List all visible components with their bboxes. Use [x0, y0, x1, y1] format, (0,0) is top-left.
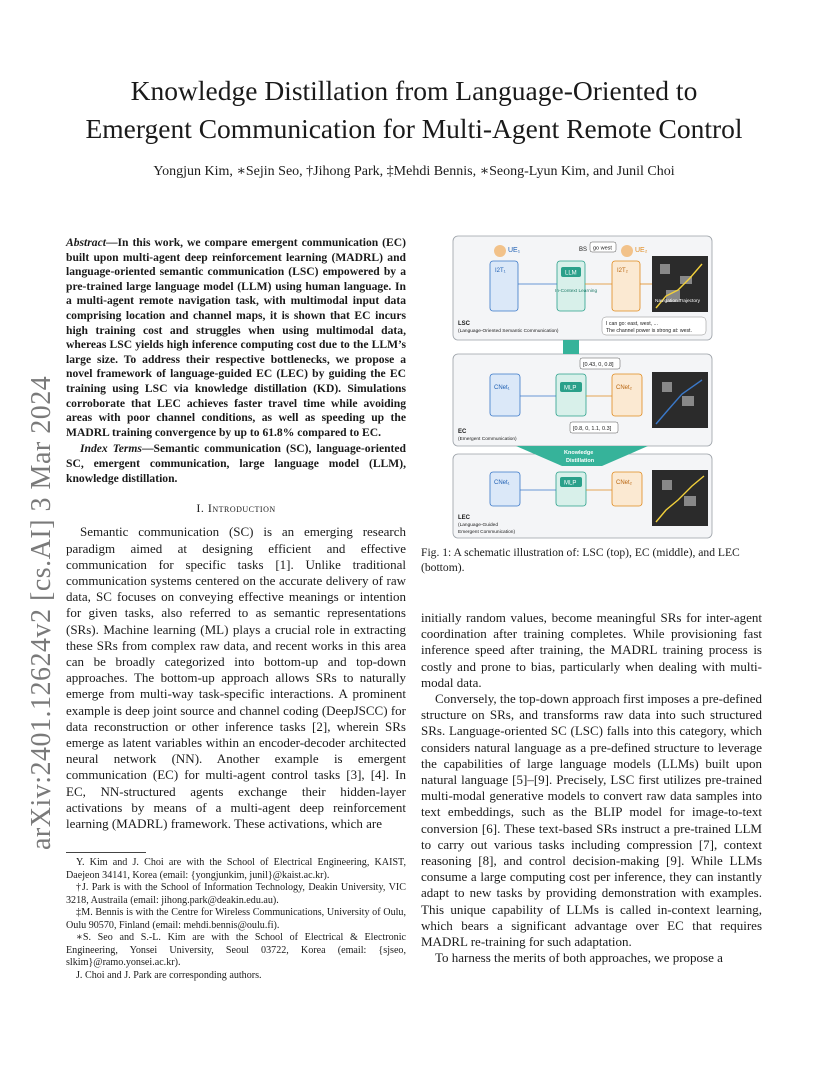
abstract-label: Abstract [66, 236, 106, 249]
lec-sub-1: (Language-Guided [458, 523, 499, 528]
in-context-label: In-Context Learning [555, 289, 598, 294]
vec-bottom: [0.8, 0, 1.1, 0.3] [573, 426, 612, 432]
map-cell [684, 496, 696, 506]
kd-line-1: Knowledge [564, 450, 594, 456]
speech-line-1: I can go: east, west, ... [606, 321, 658, 327]
lec-cnet1-label: CNet₁ [494, 480, 510, 486]
index-terms-label: Index Terms [80, 442, 142, 456]
mlp-label: MLP [564, 385, 577, 392]
ec-sub: (Emergent Communication) [458, 437, 517, 442]
lec-cnet2-block [612, 472, 642, 506]
kd-line-2: Distillation [566, 458, 595, 464]
map-cell [662, 480, 672, 490]
lec-label: LEC [458, 515, 470, 521]
llm-label: LLM [565, 270, 577, 277]
lec-mlp-label: MLP [564, 480, 577, 487]
lsc-sub: (Language-Oriented Semantic Communication) [458, 329, 559, 334]
vec-top: [0.43, 0, 0.8] [583, 362, 614, 368]
mlp-block [556, 374, 586, 416]
lsc-label: LSC [458, 321, 470, 327]
title-line-1: Knowledge Distillation from Language-Oriented to [130, 75, 698, 106]
left-column [66, 236, 406, 832]
footnote-3: ‡M. Bennis is with the Centre for Wireless Communications, University of Oulu, Oulu 90570, Finland (email: mehdi.bennis@oulu.fi). [66, 907, 406, 931]
lec-cnet2-label: CNet₂ [616, 480, 632, 486]
figure-1 [452, 234, 714, 540]
lec-sub-2: Emergent Communication) [458, 530, 516, 535]
paper-title [60, 72, 768, 148]
right-paragraph-1: initially random values, become meaningful SRs for inter-agent coordination after training completes. While provisioning fast inference speed after training, the MADRL training process is costly and prone to bias, particularly when dealing with multi-modal data. [421, 610, 762, 690]
footnote-5: J. Choi and J. Park are corresponding authors. [76, 969, 262, 981]
i2t2-label: I2T₂ [617, 268, 628, 274]
ue1-avatar-icon [494, 245, 506, 257]
footnotes [66, 852, 406, 982]
intro-paragraph: Semantic communication (SC) is an emerging research paradigm aimed at designing efficient and effective communication for specific tasks [1]. Unlike traditional communication systems centered on the accurate delivery of raw data, SC focuses on conveying effective meanings or intention for given tasks, also referred to as semantic representations (SRs). Machine learning (ML) plays a crucial role in extracting these SRs from complex raw data, and recent works in this area can be broadly categorized into bottom-up and top-down approaches. The bottom-up approach allows SRs to naturally emerge from multi-way task-specific interactions. A prominent example is deep joint source and channel coding (DeepJSCC) for data reconstruction or other inference tasks [2], wherein SRs emerge as latent variables within an encoder-decoder architected neural network (NN). Another example is emergent communication (EC) for multi-agent control tasks [3], [4]. In EC, NN-structured agents exchange their hidden-layer activations by means of a multi-agent deep reinforcement learning (MADRL) framework. These activations, which are [66, 524, 406, 831]
bs-label: BS [579, 247, 588, 253]
ue2-avatar-icon [621, 245, 633, 257]
section-heading: I. Introduction [196, 501, 276, 516]
abstract-text: —In this work, we compare emergent communication (EC) built upon multi-agent deep reinforcement learning (MADRL) and language-oriented semantic communication (LSC) empowered by a pre-trained large language model (LLM) using human language. In a multi-agent remote navigation task, with multimodal input data comprising location and channel maps, it is shown that EC incurs high training cost and struggles when using multimodal data, whereas LSC yields high inference computing cost due to the LLM’s large size. To address their respective bottlenecks, we propose a novel framework of language-guided EC (LEC) by guiding the EC training using LSC via knowledge distillation (KD). Simulations corroborate that LEC achieves faster travel time while avoiding areas with poor channel conditions, as well as speeding up the MADRL training convergence by up to 61.8% compared to EC. [66, 236, 406, 439]
nav-label: Navigation Trajectory [655, 299, 701, 304]
speech-line-2: The channel power is strong at: west. [606, 328, 692, 334]
footnote-rule [66, 852, 146, 853]
go-west-text: go west [593, 245, 612, 252]
abstract [66, 236, 406, 486]
footnote-1: Y. Kim and J. Choi are with the School of Electrical Engineering, KAIST, Daejeon 34141, Korea (email: {yongjunkim, junil}@kaist.ac.kr). [66, 857, 406, 881]
i2t1-label: I2T₁ [495, 268, 506, 274]
right-column [421, 610, 762, 966]
title-line-2: Emergent Communication for Multi-Agent Remote Control [85, 113, 743, 144]
index-terms [66, 442, 406, 486]
figure-caption: Fig. 1: A schematic illustration of: LSC (top), EC (middle), and LEC (bottom). [421, 546, 740, 574]
ue1-label: UE₁ [508, 247, 521, 254]
cnet1-label: CNet₁ [494, 385, 510, 391]
lec-cnet1-block [490, 472, 520, 506]
map-cell [662, 382, 672, 392]
map-cell [660, 264, 670, 274]
cnet2-block [612, 374, 642, 416]
right-paragraph-2: Conversely, the top-down approach first imposes a pre-defined structure on SRs, and transforms raw data into such structured SRs. Language-oriented SC (LSC) falls into this category, which considers natural language as a pre-defined structure to leverage the capabilities of large language models (LLMs) built upon natural language [5]–[9]. Precisely, LSC first utilizes pre-trained multi-modal generative models to convert raw data samples into text embeddings, such as the BLIP model for image-to-text conversion [6]. These text-based SRs instruct a pre-trained LLM to carry out various tasks including compression [7], context reasoning [8], and control decision-making [9]. While LLMs consume a large computing cost per inference, they can instantly adapt to new tasks by providing demonstration with examples. This unique capability of LLMs is called in-context learning, which bears a significant advantage over EC that requires MADRL re-training for such adaptation. [421, 691, 762, 950]
map-cell [682, 396, 694, 406]
author-list: Yongjun Kim, ∗Sejin Seo, †Jihong Park, ‡Mehdi Bennis, ∗Seong-Lyun Kim, and Junil Choi [153, 164, 675, 179]
index-terms-text: —Semantic communication (SC), language-oriented SC, emergent communication, large language model (LLM), knowledge distillation. [66, 442, 406, 485]
right-paragraph-3: To harness the merits of both approaches, we propose a [435, 950, 723, 966]
footnote-2: †J. Park is with the School of Information Technology, Deakin University, VIC 3218, Austraila (email: jihong.park@deakin.edu.au). [66, 882, 406, 906]
ue2-label: UE₂ [635, 247, 648, 254]
arxiv-stamp: arXiv:2401.12624v2 [cs.AI] 3 Mar 2024 [26, 375, 57, 850]
ec-label: EC [458, 429, 467, 435]
footnote-4: ∗S. Seo and S.-L. Kim are with the School of Electrical & Electronic Engineering, Yonsei University, Seoul 03722, Korea (email: {sjseo, slkim}@ramo.yonsei.ac.kr). [66, 932, 406, 968]
arrow-down-icon [563, 340, 579, 354]
cnet2-label: CNet₂ [616, 385, 632, 391]
cnet1-block [490, 374, 520, 416]
